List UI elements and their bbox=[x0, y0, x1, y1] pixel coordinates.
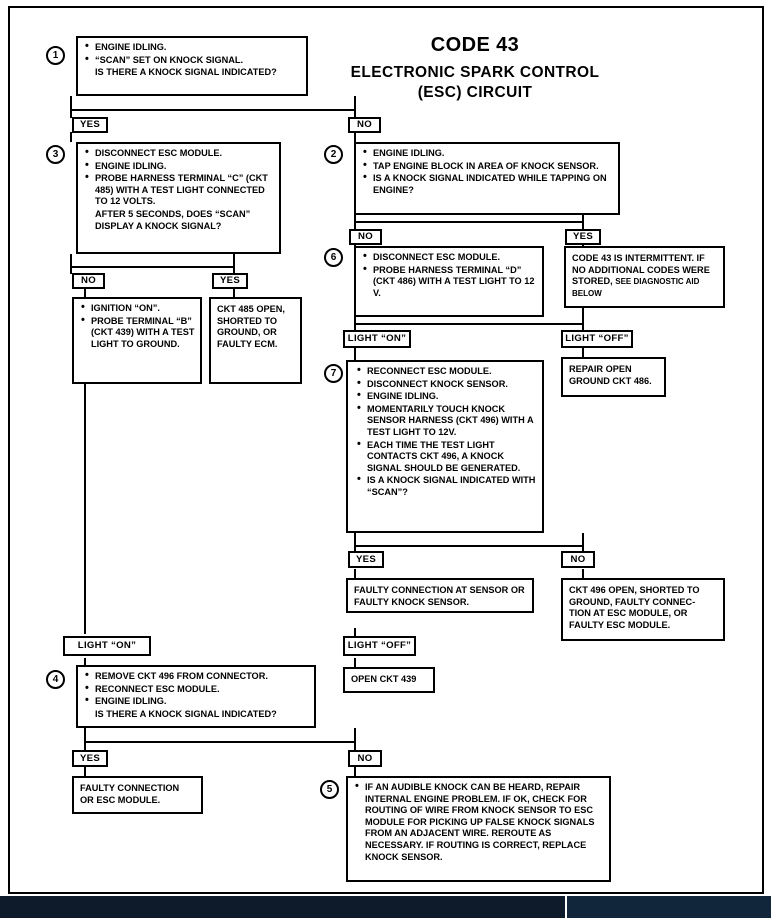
bottom-bar bbox=[0, 896, 771, 918]
step-7-box bbox=[346, 360, 544, 533]
step-2-line: • ENGINE IDLING. bbox=[373, 148, 613, 160]
connector-line bbox=[84, 728, 86, 750]
branch-label-no-4: NO bbox=[348, 750, 382, 767]
step-7-line: • DISCONNECT KNOCK SENSOR. bbox=[367, 379, 537, 391]
branch-label-light-on-4: LIGHT “ON” bbox=[63, 636, 151, 656]
connector-line bbox=[354, 323, 584, 325]
result-intermittent-note: SEE DIAGNOSTIC AID BELOW bbox=[572, 277, 700, 298]
step-7-line: • ENGINE IDLING. bbox=[367, 391, 537, 403]
connector-line bbox=[354, 221, 584, 223]
step-1-line: • “SCAN” SET ON KNOCK SIGNAL. bbox=[95, 55, 301, 67]
branch-label-yes-4: YES bbox=[72, 750, 108, 767]
step-1-line: • ENGINE IDLING. bbox=[95, 42, 301, 54]
page-subtitle-line1: ELECTRONIC SPARK CONTROL bbox=[350, 64, 600, 81]
step-marker-7: 7 bbox=[324, 364, 343, 383]
step-marker-6: 6 bbox=[324, 248, 343, 267]
page-subtitle-line2: (ESC) CIRCUIT bbox=[417, 84, 533, 101]
result-faulty-connection-esc-box: FAULTY CONNECTION OR ESC MODULE. bbox=[72, 776, 203, 814]
branch-label-no-2: NO bbox=[349, 229, 382, 245]
bottom-bar-segment bbox=[565, 896, 771, 918]
step-6-line: • DISCONNECT ESC MODULE. bbox=[373, 252, 537, 264]
branch-label-light-on-6: LIGHT “ON” bbox=[343, 330, 411, 348]
step-1-box bbox=[76, 36, 308, 96]
connector-line bbox=[70, 96, 72, 118]
result-ignition-probe-b-box bbox=[72, 297, 202, 384]
connector-line bbox=[70, 132, 72, 142]
step-3-line: • ENGINE IDLING. bbox=[95, 161, 274, 173]
step-3-box bbox=[76, 142, 281, 254]
result-intermittent-box bbox=[564, 246, 725, 308]
connector-line bbox=[354, 348, 356, 360]
branch-label-yes-3: YES bbox=[212, 273, 248, 289]
step-3-line: • PROBE HARNESS TERMINAL “C” (CKT 485) WITH A TEST LIGHT CONNECTED TO 12 VOLTS. bbox=[95, 173, 274, 208]
branch-label-no-3: NO bbox=[72, 273, 105, 289]
branch-label-no-1: NO bbox=[348, 117, 381, 133]
connector-line bbox=[354, 545, 584, 547]
connector-line bbox=[70, 109, 355, 111]
result-open-ckt439-box: OPEN CKT 439 bbox=[343, 667, 435, 693]
connector-line bbox=[70, 254, 72, 274]
connector-line bbox=[354, 628, 356, 636]
result-intermittent-main: CODE 43 IS INTERMITTENT. IF NO ADDITIONAL CODES WERE STORED, bbox=[572, 253, 710, 287]
step-4-line: • ENGINE IDLING. bbox=[95, 696, 309, 708]
step-7-line: • MOMENTARILY TOUCH KNOCK SENSOR HARNESS (CKT 496) WITH A TEST LIGHT TO 12V. bbox=[367, 404, 537, 439]
result-faulty-connection-sensor-box: FAULTY CONNECTION AT SENSOR OR FAULTY KNOCK SENSOR. bbox=[346, 578, 534, 613]
step-5-line: • IF AN AUDIBLE KNOCK CAN BE HEARD, REPAIR INTERNAL ENGINE PROBLEM. IF OK, CHECK FOR ROUTING OF WIRE FROM KNOCK SENSOR TO ESC MODULE FOR PICKING UP FALSE KNOCK SIGNALS FROM AN ADJACENT WIRE. REROUTE AS NECESSARY. IF ROUTING IS CORRECT, REPLACE KNOCK SENSOR. bbox=[365, 782, 604, 863]
page-title: CODE 43 bbox=[430, 34, 520, 56]
step-marker-5: 5 bbox=[320, 780, 339, 799]
step-7-line: • EACH TIME THE TEST LIGHT CONTACTS CKT 496, A KNOCK SIGNAL SHOULD BE GENERATED. bbox=[367, 440, 537, 475]
step-marker-3: 3 bbox=[46, 145, 65, 164]
step-1-line: IS THERE A KNOCK SIGNAL INDICATED? bbox=[95, 67, 277, 78]
connector-line bbox=[582, 308, 584, 326]
step-marker-4: 4 bbox=[46, 670, 65, 689]
step-4-line: • RECONNECT ESC MODULE. bbox=[95, 684, 309, 696]
step-4-line: • REMOVE CKT 496 FROM CONNECTOR. bbox=[95, 671, 309, 683]
result-ckt496-box: CKT 496 OPEN, SHORTED TO GROUND, FAULTY CONNEC-TION AT ESC MODULE, OR FAULTY ESC MODULE. bbox=[561, 578, 725, 641]
result-repair-open-ground-box: REPAIR OPEN GROUND CKT 486. bbox=[561, 357, 666, 397]
step-marker-1: 1 bbox=[46, 46, 65, 65]
branch-label-yes-7: YES bbox=[348, 551, 384, 568]
step-6-line: • PROBE HARNESS TERMINAL “D” (CKT 486) WITH A TEST LIGHT TO 12 V. bbox=[373, 265, 537, 300]
step-3-line: AFTER 5 SECONDS, DOES “SCAN” DISPLAY A KNOCK SIGNAL? bbox=[95, 208, 251, 231]
branch-label-light-off-6: LIGHT “OFF” bbox=[561, 330, 633, 348]
connector-line bbox=[233, 254, 235, 274]
connector-line bbox=[84, 741, 356, 743]
branch-label-yes-1: YES bbox=[72, 117, 108, 133]
step-2-line: • IS A KNOCK SIGNAL INDICATED WHILE TAPPING ON ENGINE? bbox=[373, 173, 613, 196]
step-2-box bbox=[354, 142, 620, 215]
result-line: • IGNITION “ON”. bbox=[91, 303, 195, 315]
connector-line bbox=[354, 132, 356, 142]
step-marker-2: 2 bbox=[324, 145, 343, 164]
step-7-line: • RECONNECT ESC MODULE. bbox=[367, 366, 537, 378]
connector-line bbox=[84, 384, 86, 634]
step-2-line: • TAP ENGINE BLOCK IN AREA OF KNOCK SENSOR. bbox=[373, 161, 613, 173]
connector-line bbox=[354, 96, 356, 118]
step-4-line: IS THERE A KNOCK SIGNAL INDICATED? bbox=[95, 708, 277, 719]
step-6-box bbox=[354, 246, 544, 317]
result-ckt485-box: CKT 485 OPEN, SHORTED TO GROUND, OR FAULTY ECM. bbox=[209, 297, 302, 384]
branch-label-light-off-4: LIGHT “OFF” bbox=[343, 636, 416, 656]
branch-label-yes-2: YES bbox=[565, 229, 601, 245]
step-5-box bbox=[346, 776, 611, 882]
connector-line bbox=[354, 728, 356, 750]
step-7-line: • IS A KNOCK SIGNAL INDICATED WITH “SCAN”? bbox=[367, 475, 537, 498]
step-4-box bbox=[76, 665, 316, 728]
connector-line bbox=[70, 266, 235, 268]
diagram-sheet bbox=[8, 6, 764, 894]
branch-label-no-7: NO bbox=[561, 551, 595, 568]
step-3-line: • DISCONNECT ESC MODULE. bbox=[95, 148, 274, 160]
result-line: • PROBE TERMINAL “B” (CKT 439) WITH A TEST LIGHT TO GROUND. bbox=[91, 316, 195, 351]
